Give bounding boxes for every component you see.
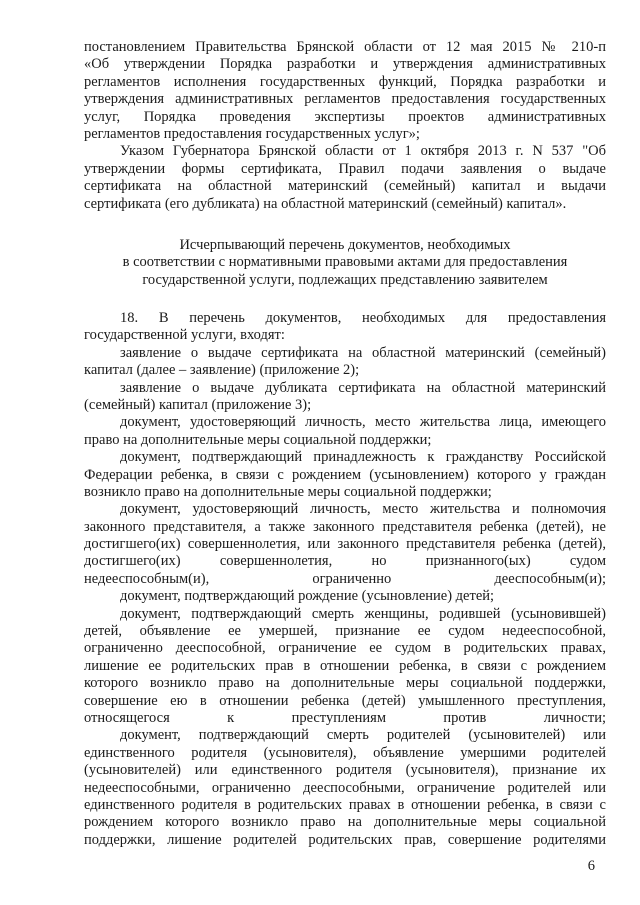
text-line: законного представителя, а также законного представителя ребенка (детей), не	[84, 518, 606, 535]
text-line: достигшего(их) совершеннолетия, или законного представителя ребенка (детей),	[84, 536, 606, 553]
text-line: заявление о выдаче сертификата на областной материнский (семейный)	[120, 344, 606, 361]
page-number: 6	[587, 858, 595, 874]
text-line: ограниченно дееспособной, ограничение ее судом в родительских правах,	[84, 640, 606, 657]
text-line: государственной услуги, входят:	[84, 327, 285, 344]
text-line: документ, подтверждающий смерть родителей (усыновителей) или	[120, 727, 606, 744]
text-line: утверждения административных регламентов предоставления государственных	[84, 91, 606, 108]
text-line: поддержки, лишение родителей родительских прав, совершение родителями	[84, 831, 606, 848]
text-line: право на дополнительные меры социальной поддержки;	[84, 431, 432, 448]
heading-line: государственной услуги, подлежащих представлению заявителем	[142, 271, 548, 288]
text-line: услуг, Порядка проведения экспертизы проектов административных	[84, 108, 606, 125]
text-line: единственного родителя (усыновителя), объявление умершими родителей	[84, 744, 606, 761]
text-line: документ, подтверждающий рождение (усыновление) детей;	[120, 588, 495, 605]
text-line: недееспособными, ограниченно дееспособными, ограничение родителей или	[84, 779, 606, 796]
text-line: Федерации ребенка, в связи с рождением (усыновлением) которого у граждан	[84, 466, 606, 483]
text-line: документ, подтверждающий принадлежность к гражданству Российской	[120, 449, 606, 466]
text-line: сертификата (его дубликата) на областной материнский (семейный) капитал».	[84, 195, 567, 212]
text-line: рождением которого возникло право на дополнительные меры социальной	[84, 814, 606, 831]
text-line: (усыновителей) или единственного родителя (усыновителя), признание их	[84, 762, 606, 779]
text-line: недееспособным(и), ограниченно дееспособным(и);	[84, 570, 606, 587]
text-line: сертификата на областной материнский (семейный) капитал и выдачи	[84, 178, 606, 195]
section-heading	[84, 237, 606, 289]
text-line: (семейный) капитал (приложение 3);	[84, 396, 312, 413]
text-line: единственного родителя в родительских правах в отношении ребенка, в связи с	[84, 796, 606, 813]
text-line: постановлением Правительства Брянской области от 12 мая 2015 № 210-п	[84, 39, 606, 55]
text-line: достигшего(их) совершеннолетия, но признанного(ых) судом	[84, 553, 606, 570]
text-line: заявление о выдаче дубликата сертификата на областной материнский	[120, 379, 606, 396]
documents-list	[84, 310, 606, 849]
heading-line: Исчерпывающий перечень документов, необходимых	[179, 237, 511, 253]
text-line: документ, удостоверяющий личность, место жительства и полномочия	[120, 501, 606, 518]
text-line: документ, подтверждающий смерть женщины, родившей (усыновившей)	[120, 605, 606, 622]
text-line: детей, объявление ее умершей, признание ее судом недееспособной,	[84, 623, 606, 640]
text-line: «Об утверждении Порядка разработки и утверждения административных	[84, 56, 606, 73]
text-line: регламентов исполнения государственных функций, Порядка разработки и	[84, 73, 606, 90]
text-line: капитал (далее – заявление) (приложение 2);	[84, 362, 360, 379]
text-line: 18. В перечень документов, необходимых для предоставления	[120, 310, 606, 326]
text-line: документ, удостоверяющий личность, место жительства лица, имеющего	[120, 414, 606, 431]
text-line: совершение ею в отношении ребенка (детей) умышленного преступления,	[84, 692, 606, 709]
text-line: Указом Губернатора Брянской области от 1 октября 2013 г. N 537 "Об	[120, 143, 606, 160]
legal-basis-continuation	[84, 39, 606, 213]
text-line: возникло право на дополнительные меры социальной поддержки;	[84, 483, 492, 500]
text-line: утверждении формы сертификата, Правил подачи заявления о выдаче	[84, 160, 606, 177]
text-line: регламентов предоставления государственных услуг»;	[84, 125, 420, 142]
heading-line: в соответствии с нормативными правовыми актами для предоставления	[122, 254, 568, 271]
text-line: лишение ее родительских прав в отношении ребенка, в связи с рождением	[84, 657, 606, 674]
text-line: относящегося к преступлениям против личности;	[84, 709, 606, 726]
text-line: которого возникло право на дополнительные меры социальной поддержки,	[84, 675, 606, 692]
